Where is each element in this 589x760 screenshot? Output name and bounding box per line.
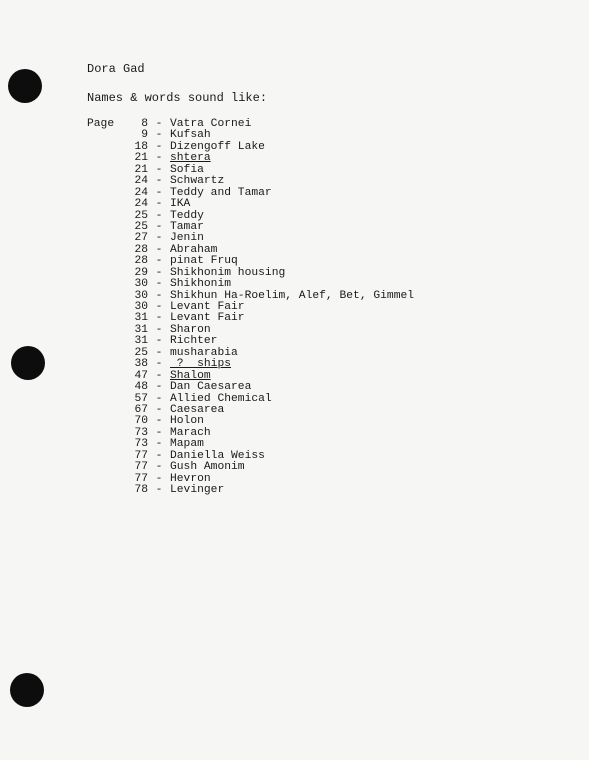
entry-text: pinat Fruq <box>170 255 238 268</box>
separator: - <box>155 415 163 428</box>
page-number: 24 <box>134 198 148 211</box>
separator: - <box>155 358 163 371</box>
separator: - <box>155 186 163 199</box>
page-number: 25 <box>134 346 148 359</box>
entry-text: Levant Fair <box>170 312 245 325</box>
separator: - <box>155 472 163 485</box>
punch-hole <box>10 673 44 707</box>
entry-text: musharabia <box>170 346 238 359</box>
separator: - <box>155 312 163 325</box>
list-item <box>87 439 414 450</box>
entry-text: Marach <box>170 426 211 439</box>
page-number: 9 <box>141 129 148 142</box>
page-number: 29 <box>134 266 148 279</box>
entry-text: Mapam <box>170 438 204 451</box>
entry-text: Levant Fair <box>170 301 245 313</box>
entry-text: Teddy <box>170 209 204 222</box>
page-number: 70 <box>134 415 148 428</box>
separator: - <box>155 140 163 153</box>
pronunciation-list <box>87 119 414 496</box>
page-number: 57 <box>134 392 148 405</box>
page-number: 25 <box>134 209 148 222</box>
separator: - <box>155 243 163 256</box>
list-item <box>87 119 414 130</box>
page-number: 24 <box>134 175 148 188</box>
page-number: 77 <box>134 461 148 474</box>
page-number: 77 <box>134 472 148 485</box>
entry-text: Shikhonim housing <box>170 266 286 279</box>
separator: - <box>155 175 163 188</box>
list-item <box>87 462 414 473</box>
page-number: 31 <box>134 323 148 336</box>
separator: - <box>155 255 163 268</box>
separator: - <box>155 426 163 439</box>
entry-text: Sharon <box>170 323 211 336</box>
page-number: 18 <box>134 140 148 153</box>
entry-text: Richter <box>170 335 218 348</box>
page-number: 28 <box>134 255 148 268</box>
entry-text: Teddy and Tamar <box>170 186 272 199</box>
page-number: 8 <box>141 118 148 130</box>
separator: - <box>155 198 163 211</box>
punch-hole <box>8 69 42 103</box>
entry-text: Sofia <box>170 163 204 176</box>
document-subtitle: Names & words sound like: <box>87 91 268 105</box>
page-number: 27 <box>134 232 148 245</box>
separator: - <box>155 484 163 496</box>
page-prefix: Page <box>87 118 115 130</box>
entry-text: Levinger <box>170 484 225 496</box>
entry-text: IKA <box>170 198 191 211</box>
separator: - <box>155 266 163 279</box>
page-number: 73 <box>134 438 148 451</box>
separator: - <box>155 369 163 382</box>
entry-text: Caesarea <box>170 403 225 416</box>
separator: - <box>155 461 163 474</box>
entry-text: Shikhun Ha-Roelim, Alef, Bet, Gimmel <box>170 289 415 302</box>
separator: - <box>155 118 163 130</box>
entry-text: Dizengoff Lake <box>170 140 265 153</box>
page-number: 78 <box>134 484 148 496</box>
entry-text: Gush Amonim <box>170 461 245 474</box>
list-item <box>87 485 414 496</box>
entry-text: Jenin <box>170 232 204 245</box>
list-item <box>87 176 414 187</box>
separator: - <box>155 346 163 359</box>
separator: - <box>155 381 163 394</box>
entry-text: Kufsah <box>170 129 211 142</box>
separator: - <box>155 278 163 291</box>
page-number: 28 <box>134 243 148 256</box>
page-number: 73 <box>134 426 148 439</box>
entry-text: shtera <box>170 152 211 165</box>
entry-text: Vatra Cornei <box>170 118 252 130</box>
list-item <box>87 256 414 267</box>
separator: - <box>155 289 163 302</box>
page-number: 24 <box>134 186 148 199</box>
list-item <box>87 279 414 290</box>
separator: - <box>155 232 163 245</box>
page-number: 48 <box>134 381 148 394</box>
list-item <box>87 359 414 370</box>
page-number: 31 <box>134 312 148 325</box>
separator: - <box>155 152 163 165</box>
document-title: Dora Gad <box>87 62 145 76</box>
entry-text: Daniella Weiss <box>170 449 265 462</box>
separator: - <box>155 392 163 405</box>
separator: - <box>155 220 163 233</box>
page-number: 30 <box>134 301 148 313</box>
page-number: 30 <box>134 278 148 291</box>
list-item <box>87 382 414 393</box>
list-item <box>87 199 414 210</box>
page-number: 77 <box>134 449 148 462</box>
separator: - <box>155 301 163 313</box>
punch-hole <box>11 346 45 380</box>
entry-text: Hevron <box>170 472 211 485</box>
entry-text: Schwartz <box>170 175 225 188</box>
page-number: 47 <box>134 369 148 382</box>
separator: - <box>155 403 163 416</box>
page-number: 38 <box>134 358 148 371</box>
separator: - <box>155 129 163 142</box>
page-number: 67 <box>134 403 148 416</box>
entry-text: Shalom <box>170 369 211 382</box>
entry-text: Dan Caesarea <box>170 381 252 394</box>
page-number: 25 <box>134 220 148 233</box>
separator: - <box>155 438 163 451</box>
separator: - <box>155 449 163 462</box>
page-number: 31 <box>134 335 148 348</box>
entry-text: ? ships <box>170 358 232 371</box>
entry-text: Abraham <box>170 243 218 256</box>
entry-text: Holon <box>170 415 204 428</box>
separator: - <box>155 335 163 348</box>
separator: - <box>155 163 163 176</box>
page-number: 30 <box>134 289 148 302</box>
separator: - <box>155 323 163 336</box>
entry-text: Allied Chemical <box>170 392 272 405</box>
page-number: 21 <box>134 163 148 176</box>
separator: - <box>155 209 163 222</box>
entry-text: Tamar <box>170 220 204 233</box>
entry-text: Shikhonim <box>170 278 232 291</box>
page-number: 21 <box>134 152 148 165</box>
